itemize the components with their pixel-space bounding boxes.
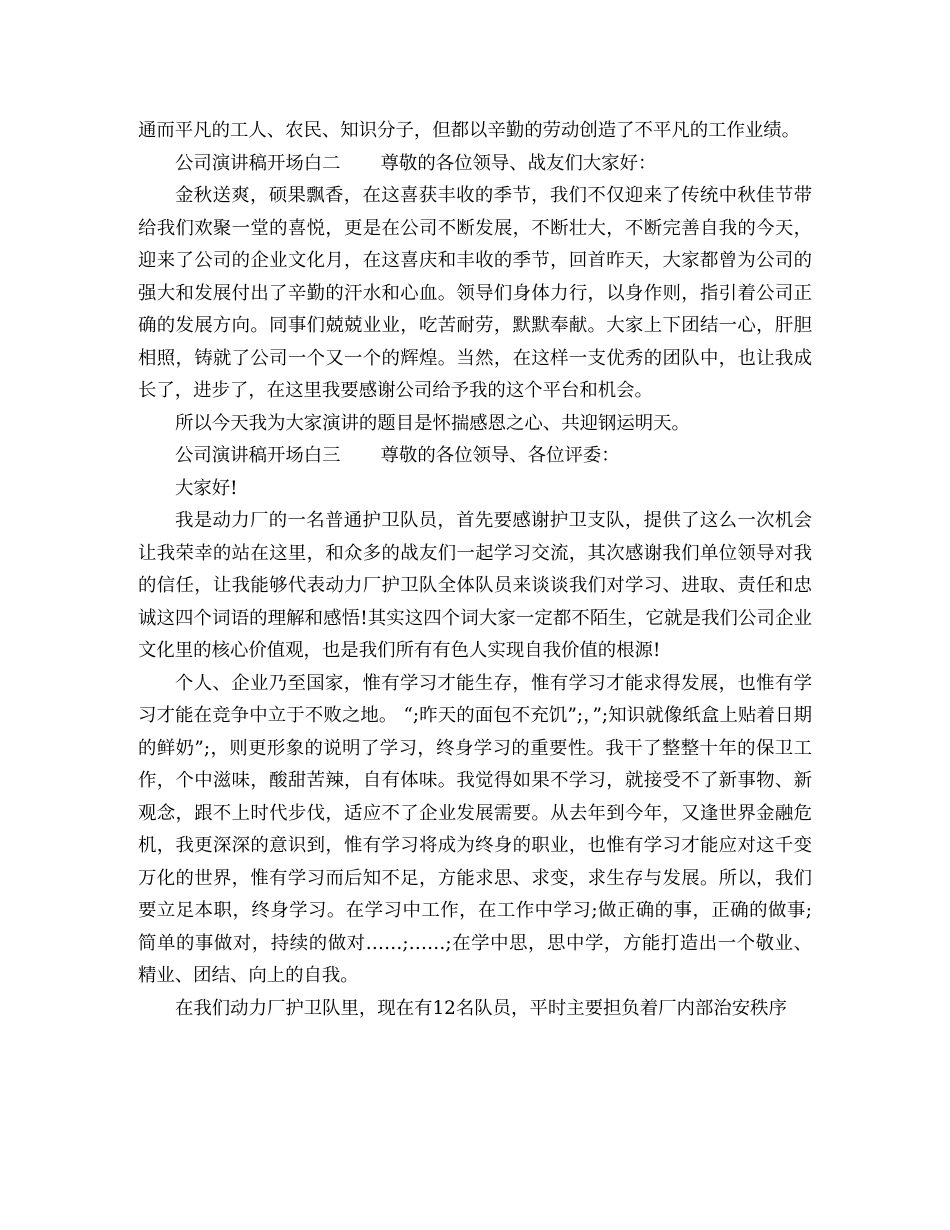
document-body — [138, 115, 812, 1025]
paragraph: 金秋送爽，硕果飘香，在这喜获丰收的季节，我们不仅迎来了传统中秋佳节带给我们欢聚一堂的喜悦，更是在公司不断发展，不断壮大，不断完善自我的今天，迎来了公司的企业文化月，在这喜庆和丰收的季节，回首昨天，大家都曾为公司的强大和发展付出了辛勤的汗水和心血。领导们身体力行，以身作则，指引着公司正确的发展方向。同事们兢兢业业，吃苦耐劳，默默奉献。大家上下团结一心，肝胆相照，铸就了公司一个又一个的辉煌。当然，在这样一支优秀的团队中，也让我成长了，进步了，在这里我要感谢公司给予我的这个平台和机会。 — [138, 185, 812, 401]
paragraph: 所以今天我为大家演讲的题目是怀揣感恩之心、共迎钢运明天。 — [175, 412, 690, 434]
paragraph: 我是动力厂的一名普通护卫队员，首先要感谢护卫支队，提供了这么一次机会让我荣幸的站在这里，和众多的战友们一起学习交流，其次感谢我们单位领导对我的信任，让我能够代表动力厂护卫队全体队员来谈谈我们对学习、进取、责任和忠诚这四个词语的理解和感悟!其实这四个词大家一定都不陌生，它就是我们公司企业文化里的核心价值观，也是我们所有有色人实现自我价值的根源! — [138, 510, 812, 661]
paragraph-continuation: 通而平凡的工人、农民、知识分子，但都以辛勤的劳动创造了不平凡的工作业绩。 — [138, 120, 801, 141]
paragraph: 在我们动力厂护卫队里，现在有12名队员，平时主要担负着厂内部治安秩序 — [175, 997, 787, 1019]
salutation: 尊敬的各位领导、各位评委： — [380, 445, 620, 466]
section-heading: 公司演讲稿开场白三 — [175, 445, 341, 466]
section-heading-paragraph-2 — [138, 148, 812, 181]
paragraph: 个人、企业乃至国家，惟有学习才能生存，惟有学习才能求得发展，也惟有学习才能在竞争中立于不败之地。 “;昨天的面包不充饥”;，”;知识就像纸盒上贴着日期的鲜奶”;，则更形象的说明了学习，终身学习的重要性。我干了整整十年的保卫工作，个中滋味，酸甜苦辣，自有体味。我觉得如果不学习，就接受不了新事物、新观念，跟不上时代步伐，适应不了企业发展需要。从去年到今年，又逢世界金融危机，我更深深的意识到，惟有学习将成为终身的职业，也惟有学习才能应对这千变万化的世界，惟有学习而后知不足，方能求思、求变，求生存与发展。所以，我们要立足本职，终身学习。在学习中工作，在工作中学习;做正确的事，正确的做事;简单的事做对，持续的做对……;……;在学中思，思中学，方能打造出一个敬业、精业、团结、向上的自我。 — [138, 672, 812, 986]
salutation: 尊敬的各位领导、战友们大家好： — [380, 152, 657, 174]
section-heading-paragraph-3 — [138, 440, 812, 473]
section-heading: 公司演讲稿开场白二 — [175, 152, 341, 174]
greeting: 大家好! — [175, 477, 238, 499]
